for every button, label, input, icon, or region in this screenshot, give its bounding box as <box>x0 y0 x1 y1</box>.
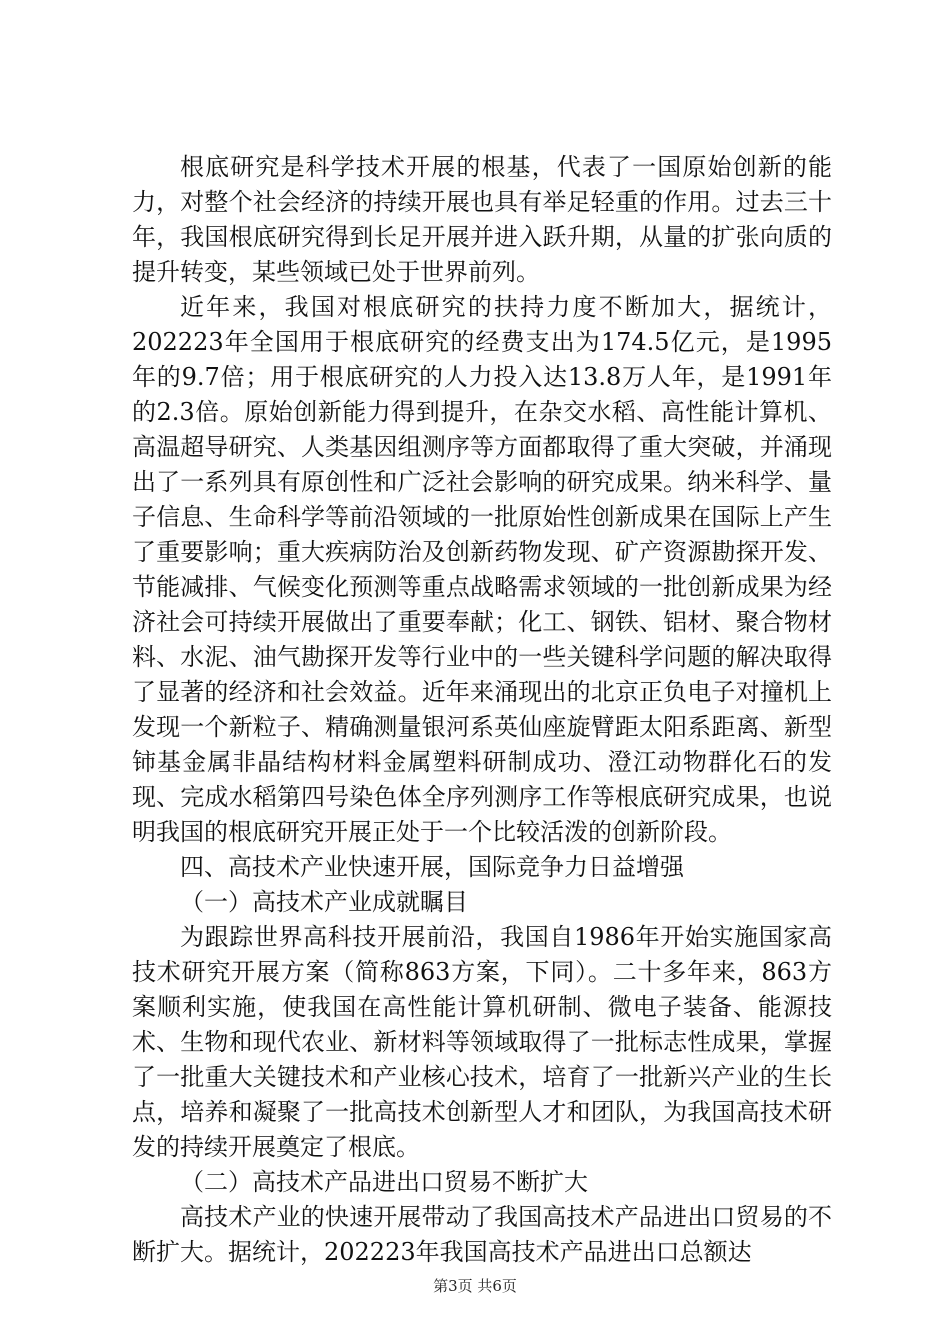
subsection-heading-1: （一）高技术产业成就瞩目 <box>180 888 468 916</box>
section-heading-high-tech: 四、高技术产业快速开展，国际竞争力日益增强 <box>180 853 684 881</box>
paragraph-863-program: 为跟踪世界高科技开展前沿，我国自1986年开始实施国家高技术研究开展方案（简称863方案，下同）。二十多年来，863方案顺利实施，使我国在高性能计算机研制、微电子装备、能源技术、生物和现代农业、新材料等领域取得了一批标志性成果，掌握了一批重大关键技术和产业核心技术，培育了一批新兴产业的生长点，培养和凝聚了一批高技术创新型人才和团队，为我国高技术研发的持续开展奠定了根底。 <box>132 923 832 1161</box>
paragraph-basic-research-achievements: 近年来，我国对根底研究的扶持力度不断加大，据统计，202223年全国用于根底研究的经费支出为174.5亿元，是1995年的9.7倍；用于根底研究的人力投入达13.8万人年，是1991年的2.3倍。原始创新能力得到提升，在杂交水稻、高性能计算机、高温超导研究、人类基因组测序等方面都取得了重大突破，并涌现出了一系列具有原创性和广泛社会影响的研究成果。纳米科学、量子信息、生命科学等前沿领域的一批原始性创新成果在国际上产生了重要影响；重大疾病防治及创新药物发现、矿产资源勘探开发、节能减排、气候变化预测等重点战略需求领域的一批创新成果为经济社会可持续开展做出了重要奉献；化工、钢铁、铝材、聚合物材料、水泥、油气勘探开发等行业中的一些关键科学问题的解决取得了显著的经济和社会效益。近年来涌现出的北京正负电子对撞机上发现一个新粒子、精确测量银河系英仙座旋臂距太阳系距离、新型铈基金属非晶结构材料金属塑料研制成功、澄江动物群化石的发现、完成水稻第四号染色体全序列测序工作等根底研究成果，也说明我国的根底研究开展正处于一个比较活泼的创新阶段。 <box>132 293 832 846</box>
document-body <box>132 150 832 1270</box>
paragraph-trade: 高技术产业的快速开展带动了我国高技术产品进出口贸易的不断扩大。据统计，202223年我国高技术产品进出口总额达 <box>132 1203 832 1266</box>
page-footer: 第3页 共6页 <box>433 1277 517 1295</box>
paragraph-basic-research-intro: 根底研究是科学技术开展的根基，代表了一国原始创新的能力，对整个社会经济的持续开展也具有举足轻重的作用。过去三十年，我国根底研究得到长足开展并进入跃升期，从量的扩张向质的提升转变，某些领域已处于世界前列。 <box>132 153 832 286</box>
subsection-heading-2: （二）高技术产品进出口贸易不断扩大 <box>180 1168 588 1196</box>
